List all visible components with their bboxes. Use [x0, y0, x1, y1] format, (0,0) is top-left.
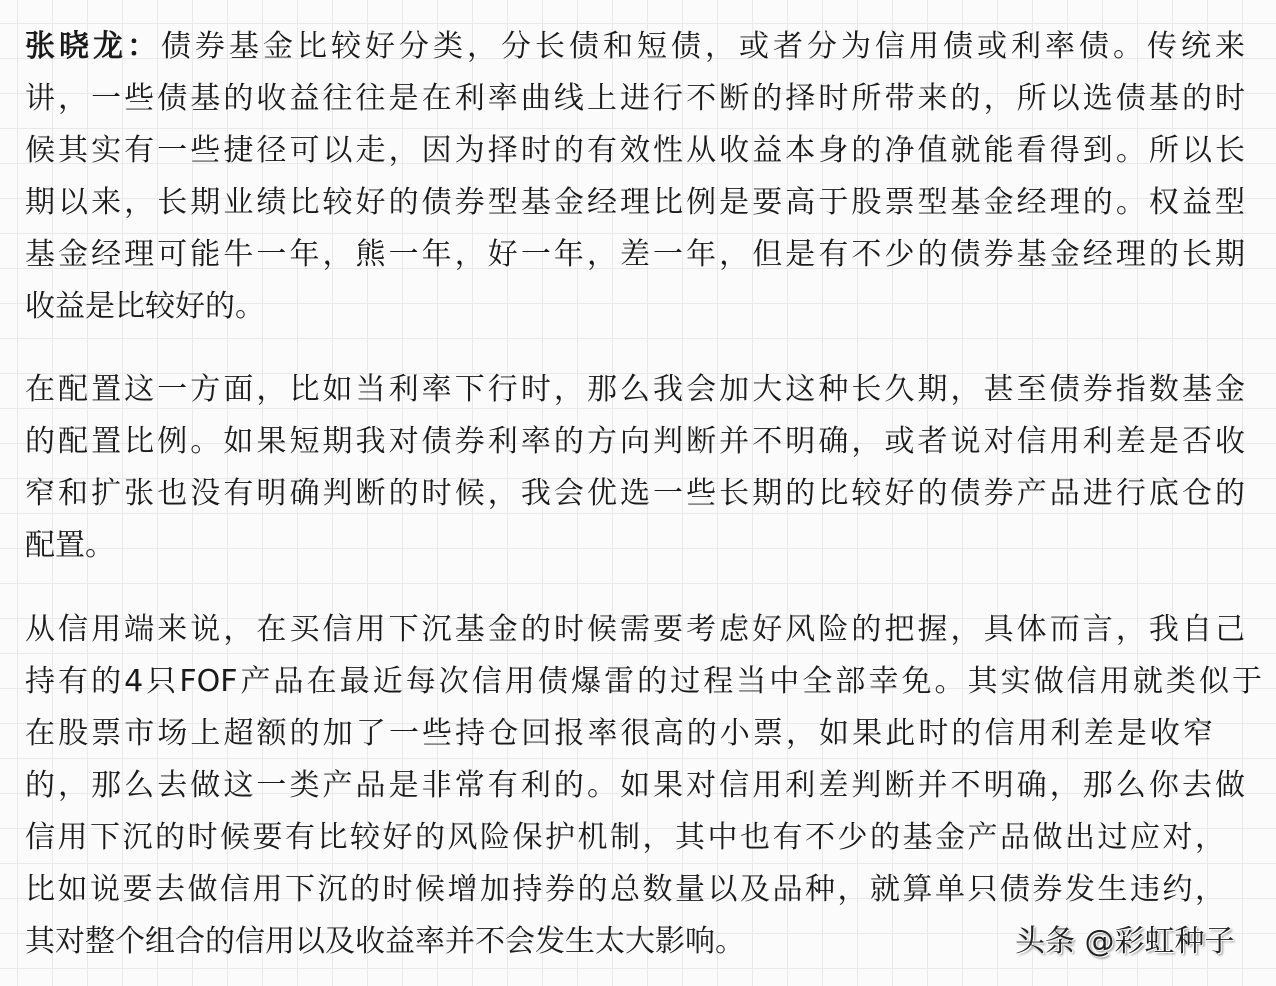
text-line: 持有的4只FOF产品在最近每次信用债爆雷的过程当中全部幸免。其实做信用就类似于 — [25, 664, 1262, 699]
text-line: 的配置比例。如果短期我对债券利率的方向判断并不明确，或者说对信用利差是否收 — [25, 424, 1245, 459]
text-line: 讲，一些债基的收益往往是在利率曲线上进行不断的择时所带来的，所以选债基的时 — [25, 81, 1245, 116]
text-line: 配置。 — [25, 528, 115, 563]
text-line: 候其实有一些捷径可以走，因为择时的有效性从收益本身的净值就能看得到。所以长 — [25, 133, 1245, 168]
text-line: 在股票市场上超额的加了一些持仓回报率很高的小票，如果此时的信用利差是收窄 — [25, 716, 1213, 751]
text-line: 在配置这一方面，比如当利率下行时，那么我会加大这种长久期，甚至债券指数基金 — [25, 372, 1245, 407]
text-line: 张晓龙：债券基金比较好分类，分长债和短债，或者分为信用债或利率债。传统来 — [25, 29, 1245, 64]
text-line: 其对整个组合的信用以及收益率并不会发生太大影响。 — [25, 924, 745, 959]
text-line: 比如说要去做信用下沉的时候增加持券的总数量以及品种，就算单只债券发生违约， — [25, 872, 1225, 907]
text-line: 收益是比较好的。 — [25, 289, 265, 324]
watermark: 头条 @彩虹种子 — [1015, 924, 1235, 959]
text-line: 信用下沉的时候要有比较好的风险保护机制，其中也有不少的基金产品做出过应对， — [25, 820, 1225, 855]
speaker-name: 张晓龙： — [25, 29, 161, 64]
text-line: 期以来，长期业绩比较好的债券型基金经理比例是要高于股票型基金经理的。权益型 — [25, 185, 1245, 220]
text-line: 基金经理可能牛一年，熊一年，好一年，差一年，但是有不少的债券基金经理的长期 — [25, 237, 1245, 272]
text-line: 的，那么去做这一类产品是非常有利的。如果对信用利差判断并不明确，那么你去做 — [25, 768, 1245, 803]
text-line: 从信用端来说，在买信用下沉基金的时候需要考虑好风险的把握，具体而言，我自己 — [25, 612, 1245, 647]
text-line: 窄和扩张也没有明确判断的时候，我会优选一些长期的比较好的债券产品进行底仓的 — [25, 476, 1245, 511]
